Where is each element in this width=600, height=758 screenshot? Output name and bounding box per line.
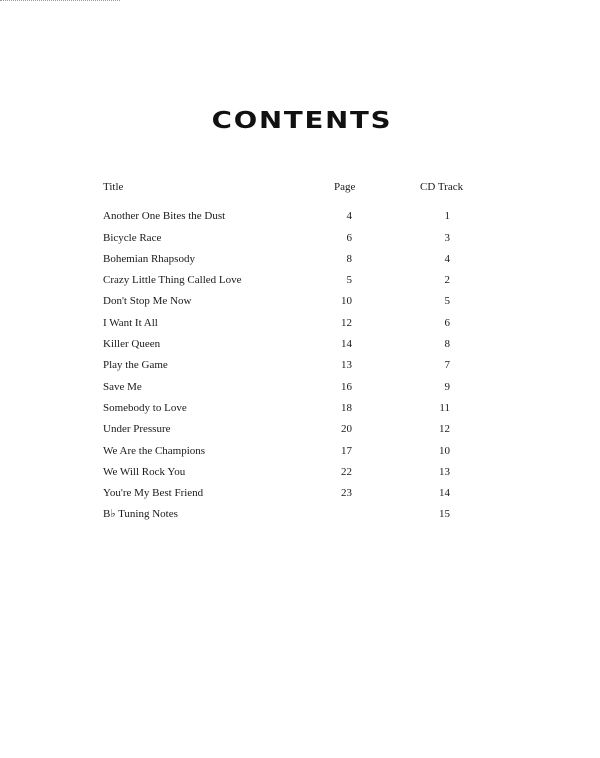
table-row — [0, 294, 600, 315]
song-title: Somebody to Love — [103, 401, 187, 414]
song-title: B♭ Tuning Notes — [103, 508, 178, 521]
page-number: 5 — [346, 274, 352, 287]
song-title: Bohemian Rhapsody — [103, 252, 195, 265]
table-row — [0, 252, 600, 273]
table-row — [0, 316, 600, 337]
track-number: 2 — [444, 274, 450, 287]
song-title: Another One Bites the Dust — [103, 210, 226, 223]
track-number: 7 — [444, 359, 450, 372]
scan-edge-mark — [0, 0, 120, 3]
table-row — [0, 444, 600, 465]
track-number: 9 — [444, 380, 450, 393]
table-row — [0, 358, 600, 379]
table-row — [0, 209, 600, 230]
song-title: You're My Best Friend — [103, 487, 204, 500]
table-row — [0, 401, 600, 422]
track-number: 6 — [444, 316, 450, 329]
page-number: 20 — [341, 423, 352, 436]
page-title: CONTENTS — [211, 108, 393, 134]
table-header — [0, 180, 600, 201]
song-title: Play the Game — [103, 359, 168, 372]
page-number: 14 — [341, 338, 352, 351]
table-row — [0, 507, 600, 528]
page-number: 18 — [341, 401, 352, 414]
track-number: 10 — [439, 444, 450, 457]
track-number: 3 — [444, 231, 450, 244]
track-number: 12 — [439, 423, 450, 436]
song-title: Crazy Little Thing Called Love — [103, 274, 242, 287]
song-title: We Are the Champions — [103, 444, 206, 457]
header-title: Title — [103, 181, 124, 193]
page-number: 13 — [341, 359, 352, 372]
track-number: 8 — [444, 338, 450, 351]
page-number: 23 — [341, 487, 352, 500]
track-number: 14 — [439, 487, 450, 500]
page-number: 12 — [341, 316, 352, 329]
song-title: Don't Stop Me Now — [103, 295, 192, 308]
song-title: Killer Queen — [103, 338, 161, 351]
track-number: 5 — [444, 295, 450, 308]
track-number: 4 — [444, 252, 450, 265]
page-number: 4 — [346, 210, 352, 223]
table-row — [0, 380, 600, 401]
track-number: 11 — [439, 401, 450, 414]
header-cd-track: CD Track — [420, 181, 464, 193]
table-row — [0, 422, 600, 443]
page-number: 8 — [346, 252, 352, 265]
song-title: Save Me — [103, 380, 142, 393]
song-title: We Will Rock You — [103, 465, 186, 478]
track-number: 15 — [439, 508, 450, 521]
track-number: 13 — [439, 465, 450, 478]
song-title: Under Pressure — [103, 423, 171, 436]
page-number: 17 — [341, 444, 352, 457]
page-number: 22 — [341, 465, 352, 478]
table-row — [0, 465, 600, 486]
page-number: 16 — [341, 380, 352, 393]
song-title: I Want It All — [103, 316, 158, 329]
table-row — [0, 486, 600, 507]
table-row — [0, 273, 600, 294]
contents-table — [0, 180, 600, 529]
table-row — [0, 231, 600, 252]
page-number: 10 — [341, 295, 352, 308]
header-page: Page — [334, 181, 356, 193]
page-number: 6 — [346, 231, 352, 244]
table-row — [0, 337, 600, 358]
track-number: 1 — [444, 210, 450, 223]
song-title: Bicycle Race — [103, 231, 162, 244]
